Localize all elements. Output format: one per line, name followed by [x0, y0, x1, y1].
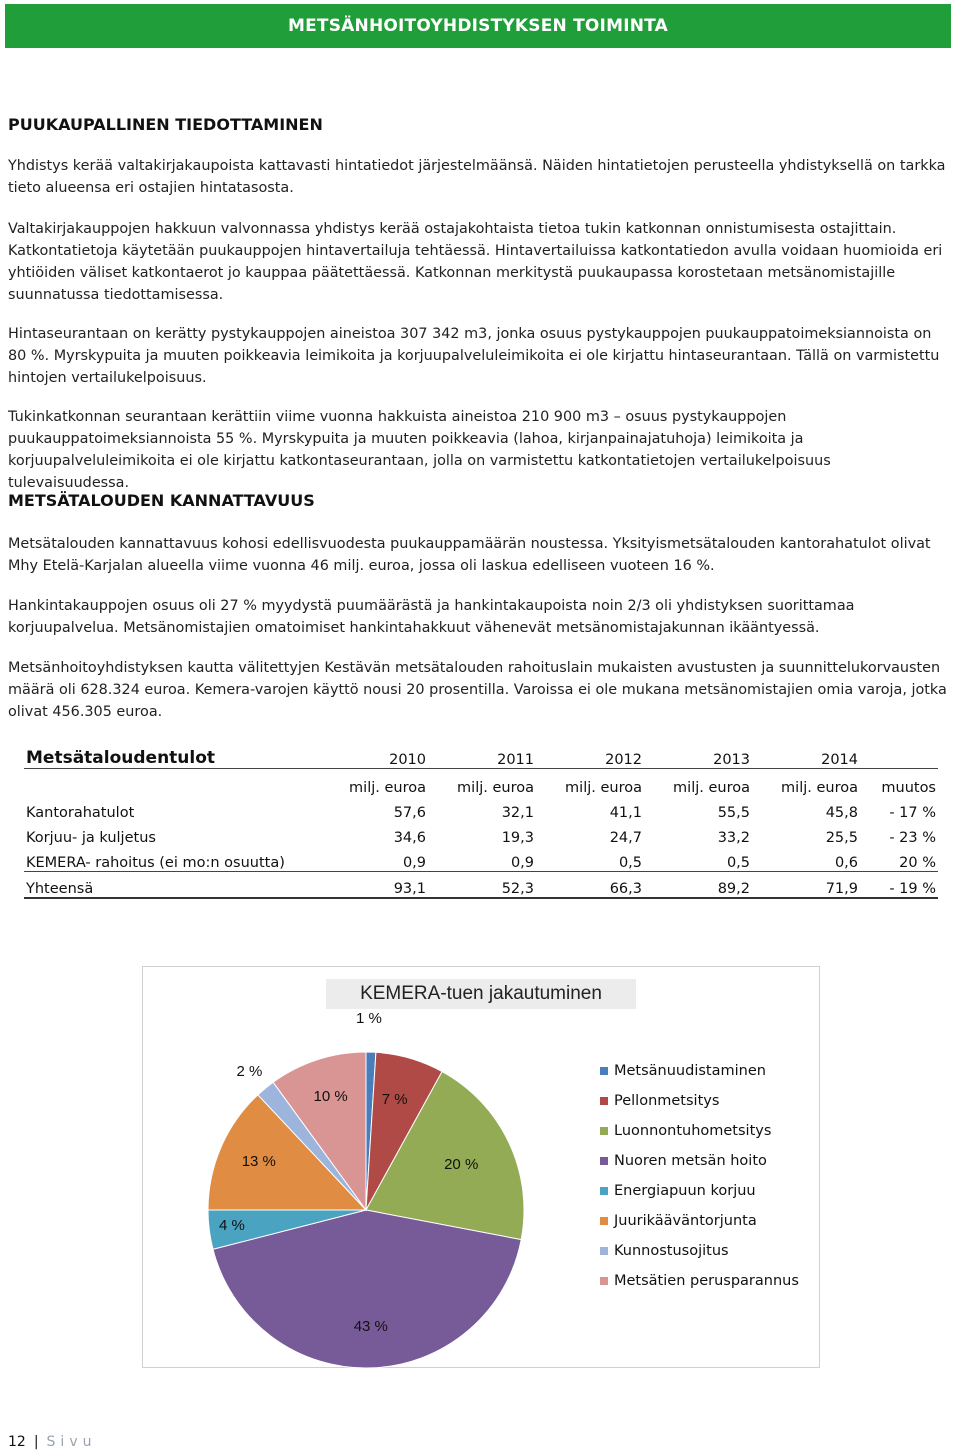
unit-cell: milj. euroa: [457, 780, 534, 796]
pie-data-label: 43 %: [353, 1317, 388, 1335]
paragraph: Yhdistys kerää valtakirjakaupoista kattavasti hintatiedot järjestelmäänsä. Näiden hintatietojen perusteella yhdistyksellä on tarkka tieto alueensa eri ostajien hintatasosta.: [8, 158, 946, 196]
change-cell: 20 %: [899, 854, 936, 871]
legend-item: [600, 1206, 799, 1236]
value-cell: 34,6: [393, 830, 426, 846]
value-cell: 0,5: [726, 854, 750, 871]
pie-data-label: 20 %: [444, 1155, 479, 1173]
year-header: 2014: [752, 742, 860, 768]
value-cell: 41,1: [609, 805, 642, 821]
pie-data-label: 2 %: [236, 1062, 263, 1080]
pie-data-label: 10 %: [313, 1087, 348, 1105]
change-cell: - 23 %: [889, 830, 936, 846]
legend-label: Nuoren metsän hoito: [614, 1153, 767, 1169]
legend-swatch: [600, 1067, 608, 1075]
pie-data-label: 7 %: [381, 1090, 408, 1108]
legend-label: Juurikääväntorjunta: [614, 1213, 757, 1229]
value-cell: 0,9: [510, 854, 534, 871]
value-cell: 0,6: [834, 854, 858, 871]
paragraph: Metsätalouden kannattavuus kohosi edellisvuodesta puukauppamäärän noustessa. Yksityismetsätalouden kantorahatulot olivat Mhy Etelä-Karjalan alueella viime vuonna 46 milj. euroa, jossa oli laskua edelliseen vuoteen 16 %.: [8, 536, 931, 574]
section-heading-kannattavuus: METSÄTALOUDEN KANNATTAVUUS: [8, 491, 315, 510]
value-cell: 0,9: [402, 854, 426, 871]
change-cell: - 19 %: [860, 871, 938, 898]
chart-title: KEMERA-tuen jakautuminen: [326, 979, 636, 1009]
value-cell: 55,5: [717, 805, 750, 821]
value-cell: 0,5: [618, 854, 642, 871]
value-cell: 33,2: [717, 830, 750, 846]
row-label: Kantorahatulot: [26, 805, 135, 821]
unit-cell: milj. euroa: [781, 780, 858, 796]
legend-swatch: [600, 1217, 608, 1225]
header-title: METSÄNHOITOYHDISTYKSEN TOIMINTA: [288, 16, 668, 36]
page-footer: [8, 1434, 96, 1450]
value-cell: 66,3: [536, 871, 644, 898]
year-header: 2010: [324, 742, 428, 768]
legend-swatch: [600, 1157, 608, 1165]
paragraph: Hintaseurantaan on kerätty pystykauppojen aineistoa 307 342 m3, jonka osuus pystykauppojen puukauppatoimeksiannoista on 80 %. Myrskypuita ja muuten poikkeavia leimikoita ja korjuupalveluleimikoita ei ole kirjattu hintaseurantaan. Tällä on varmistettu hintojen vertailukelpoisuus.: [8, 326, 940, 386]
unit-cell: milj. euroa: [673, 780, 750, 796]
legend-label: Energiapuun korjuu: [614, 1183, 756, 1199]
legend-item: [600, 1236, 799, 1266]
legend-item: [600, 1176, 799, 1206]
legend-swatch: [600, 1187, 608, 1195]
unit-cell: muutos: [881, 780, 936, 796]
paragraph: Hankintakauppojen osuus oli 27 % myydystä puumäärästä ja hankintakaupoista noin 2/3 oli yhdistyksen suorittamaa korjuupalvelua. Metsänomistajien omatoimiset hankintahakkuut vähenevät metsänomistajakunnan ikääntyessä.: [8, 598, 855, 636]
legend-swatch: [600, 1247, 608, 1255]
row-label: Yhteensä: [24, 871, 324, 898]
legend-label: Kunnostusojitus: [614, 1243, 729, 1259]
unit-cell: milj. euroa: [349, 780, 426, 796]
legend-swatch: [600, 1127, 608, 1135]
value-cell: 19,3: [501, 830, 534, 846]
legend-label: Metsätien perusparannus: [614, 1273, 799, 1289]
legend-label: Metsänuudistaminen: [614, 1063, 766, 1079]
footer-separator: |: [33, 1434, 39, 1450]
year-header: 2011: [428, 742, 536, 768]
legend-item: [600, 1266, 799, 1296]
value-cell: 57,6: [393, 805, 426, 821]
change-cell: - 17 %: [889, 805, 936, 821]
chart-legend: [600, 1056, 799, 1296]
legend-label: Luonnontuhometsitys: [614, 1123, 772, 1139]
legend-label: Pellonmetsitys: [614, 1093, 720, 1109]
legend-item: [600, 1086, 799, 1116]
legend-item: [600, 1056, 799, 1086]
year-header: 2012: [536, 742, 644, 768]
value-cell: 25,5: [825, 830, 858, 846]
pie-data-label: 13 %: [241, 1153, 276, 1171]
legend-swatch: [600, 1097, 608, 1105]
pie-data-label: 4 %: [219, 1216, 245, 1234]
value-cell: 93,1: [324, 871, 428, 898]
value-cell: 89,2: [644, 871, 752, 898]
paragraph: Metsänhoitoyhdistyksen kautta välitettyjen Kestävän metsätalouden rahoituslain mukaisten avustusten ja suunnittelukorvausten määrä oli 628.324 euroa. Kemera-varojen käyttö nousi 20 prosentilla. Varoissa ei ole mukana metsänomistajien omia varoja, jotka olivat 456.305 euroa.: [8, 660, 947, 720]
footer-word: Sivu: [46, 1434, 97, 1450]
value-cell: 24,7: [609, 830, 642, 846]
legend-item: [600, 1146, 799, 1176]
value-cell: 52,3: [428, 871, 536, 898]
row-label: Korjuu- ja kuljetus: [26, 830, 156, 846]
year-header: 2013: [644, 742, 752, 768]
table-title: Metsätaloudentulot: [24, 742, 324, 768]
section-heading-puukauppa: PUUKAUPALLINEN TIEDOTTAMINEN: [8, 115, 323, 134]
value-cell: 32,1: [501, 805, 534, 821]
value-cell: 45,8: [825, 805, 858, 821]
paragraph: Valtakirjakauppojen hakkuun valvonnassa yhdistys kerää ostajakohtaista tietoa tukin katkonnan onnistumisesta ostajittain. Katkontatietoja käytetään puukauppojen hintavertailuja tehtäessä. Hintavertailuissa katkontatiedon avulla voidaan huomioida eri yhtiöiden väliset katkontaerot jo kauppaa päätettäessä. Katkonnan merkitystä puukaupassa korostetaan metsänomistajille suunnatussa tiedottamisessa.: [8, 221, 943, 303]
pie-data-label: 1 %: [355, 1010, 382, 1028]
value-cell: 71,9: [752, 871, 860, 898]
unit-cell: milj. euroa: [565, 780, 642, 796]
paragraph: Tukinkatkonnan seurantaan kerättiin viime vuonna hakkuista aineistoa 210 900 m3 – osuus pystykauppojen puukauppatoimeksiannoista 55 %. Myrskypuita ja muuten poikkeavia (lahoa, kirjanpainajatuhoja) leimikoita ja korjuupalveluleimikoita ei ole kirjattu katkontaseurantaan, jolla on varmistettu katkontatietojen vertailukelpoisuus tulevaisuudessa.: [8, 409, 831, 491]
page-number: 12: [8, 1434, 26, 1450]
legend-swatch: [600, 1277, 608, 1285]
row-label: KEMERA- rahoitus (ei mo:n osuutta): [26, 854, 285, 871]
legend-item: [600, 1116, 799, 1146]
